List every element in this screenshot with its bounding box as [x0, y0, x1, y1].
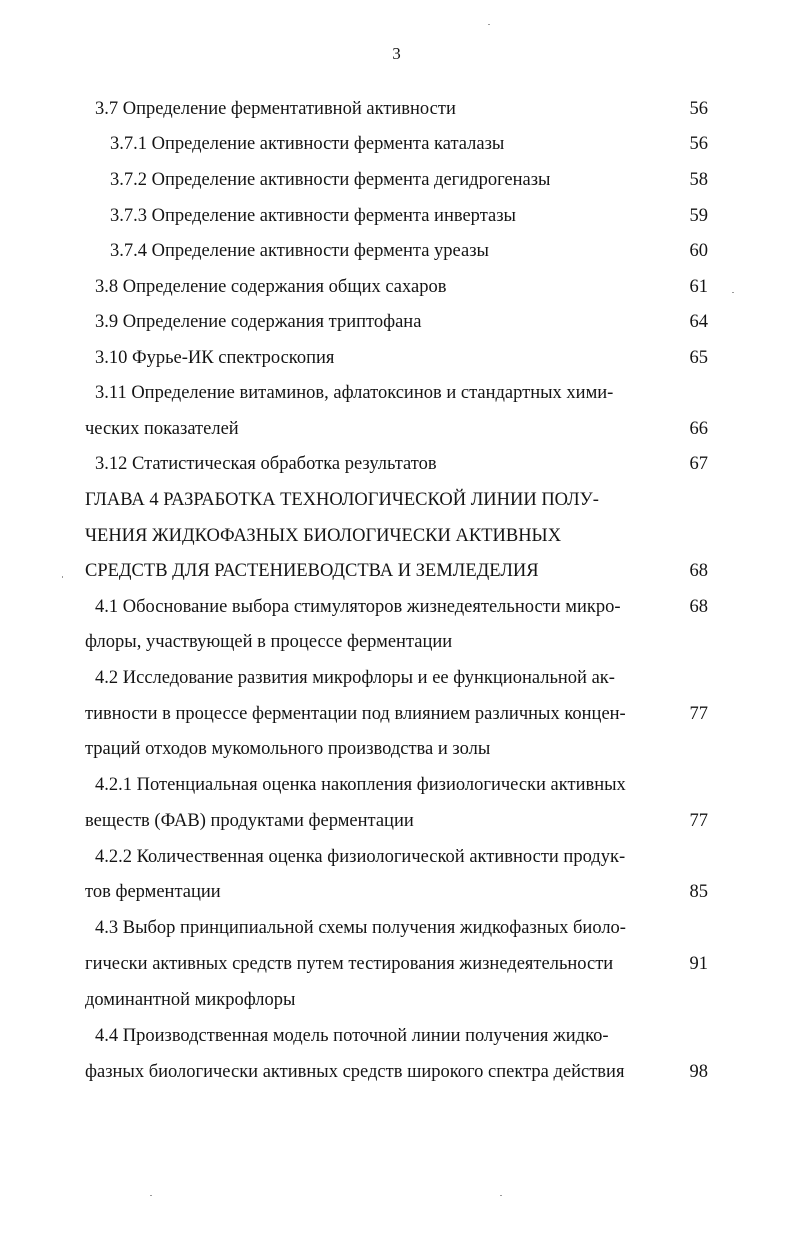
toc-entry-4-2-1-line-1: 4.2.1 Потенциальная оценка накопления физиологически активных [95, 775, 626, 795]
scan-speck [62, 576, 63, 578]
scan-speck [150, 1195, 152, 1196]
toc-page-3-8: 61 [689, 277, 708, 297]
toc-entry-3-12: 3.12 Статистическая обработка результатов [95, 454, 437, 474]
toc-page-4-4: 98 [689, 1062, 708, 1082]
toc-entry-4-2-line-1: 4.2 Исследование развития микрофлоры и ее функциональной ак- [95, 668, 615, 688]
toc-page-4-1: 68 [689, 597, 708, 617]
toc-entry-4-2-2-line-2: тов ферментации [85, 882, 221, 902]
toc-entry-3-7-1: 3.7.1 Определение активности фермента каталазы [110, 134, 505, 154]
toc-entry-3-7-2: 3.7.2 Определение активности фермента дегидрогеназы [110, 170, 551, 190]
toc-entry-3-9: 3.9 Определение содержания триптофана [95, 312, 422, 332]
toc-page-3-10: 65 [689, 348, 708, 368]
toc-entry-4-2-line-3: траций отходов мукомольного производства и золы [85, 739, 491, 759]
scan-speck [488, 24, 490, 25]
toc-entry-3-10: 3.10 Фурье-ИК спектроскопия [95, 348, 335, 368]
toc-chapter-4-line-3: СРЕДСТВ ДЛЯ РАСТЕНИЕВОДСТВА И ЗЕМЛЕДЕЛИЯ [85, 561, 539, 581]
scan-speck [732, 292, 734, 293]
toc-chapter-4-line-2: ЧЕНИЯ ЖИДКОФАЗНЫХ БИОЛОГИЧЕСКИ АКТИВНЫХ [85, 526, 562, 546]
scan-speck [500, 1195, 502, 1196]
toc-page-3-7: 56 [689, 99, 708, 119]
toc-entry-4-3-line-1: 4.3 Выбор принципиальной схемы получения жидкофазных биоло- [95, 918, 626, 938]
toc-page-4-2: 77 [689, 704, 708, 724]
toc-entry-3-11-line-2: ческих показателей [85, 419, 239, 439]
toc-entry-4-3-line-2: гически активных средств путем тестирования жизнедеятельности [85, 954, 614, 974]
toc-entry-4-2-2-line-1: 4.2.2 Количественная оценка физиологической активности продук- [95, 847, 626, 867]
toc-entry-4-4-line-2: фазных биологически активных средств широкого спектра действия [85, 1062, 625, 1082]
toc-page-3-7-4: 60 [689, 241, 708, 261]
toc-chapter-4-line-1: ГЛАВА 4 РАЗРАБОТКА ТЕХНОЛОГИЧЕСКОЙ ЛИНИИ ПОЛУ- [85, 490, 599, 510]
toc-page-3-11: 66 [689, 419, 708, 439]
toc-page-3-7-3: 59 [689, 206, 708, 226]
toc-entry-3-7-4: 3.7.4 Определение активности фермента уреазы [110, 241, 489, 261]
toc-entry-4-2-1-line-2: веществ (ФАВ) продуктами ферментации [85, 811, 414, 831]
toc-entry-4-1-line-2: флоры, участвующей в процессе ферментации [85, 632, 453, 652]
toc-entry-4-2-line-2: тивности в процессе ферментации под влиянием различных концен- [85, 704, 626, 724]
toc-entry-3-8: 3.8 Определение содержания общих сахаров [95, 277, 447, 297]
toc-page-3-12: 67 [689, 454, 708, 474]
toc-page-chapter-4: 68 [689, 561, 708, 581]
toc-page-4-2-1: 77 [689, 811, 708, 831]
toc-page-3-7-2: 58 [689, 170, 708, 190]
toc-entry-4-1-line-1: 4.1 Обоснование выбора стимуляторов жизнедеятельности микро- [95, 597, 621, 617]
toc-page-4-2-2: 85 [689, 882, 708, 902]
toc-entry-3-7: 3.7 Определение ферментативной активности [95, 99, 456, 119]
toc-page-3-7-1: 56 [689, 134, 708, 154]
toc-page-4-3: 91 [689, 954, 708, 974]
toc-entry-4-3-line-3: доминантной микрофлоры [85, 990, 296, 1010]
toc-entry-3-11-line-1: 3.11 Определение витаминов, афлатоксинов и стандартных хими- [95, 383, 614, 403]
page-number: 3 [392, 44, 401, 63]
toc-entry-3-7-3: 3.7.3 Определение активности фермента инвертазы [110, 206, 516, 226]
toc-entry-4-4-line-1: 4.4 Производственная модель поточной линии получения жидко- [95, 1026, 609, 1046]
toc-page-3-9: 64 [689, 312, 708, 332]
